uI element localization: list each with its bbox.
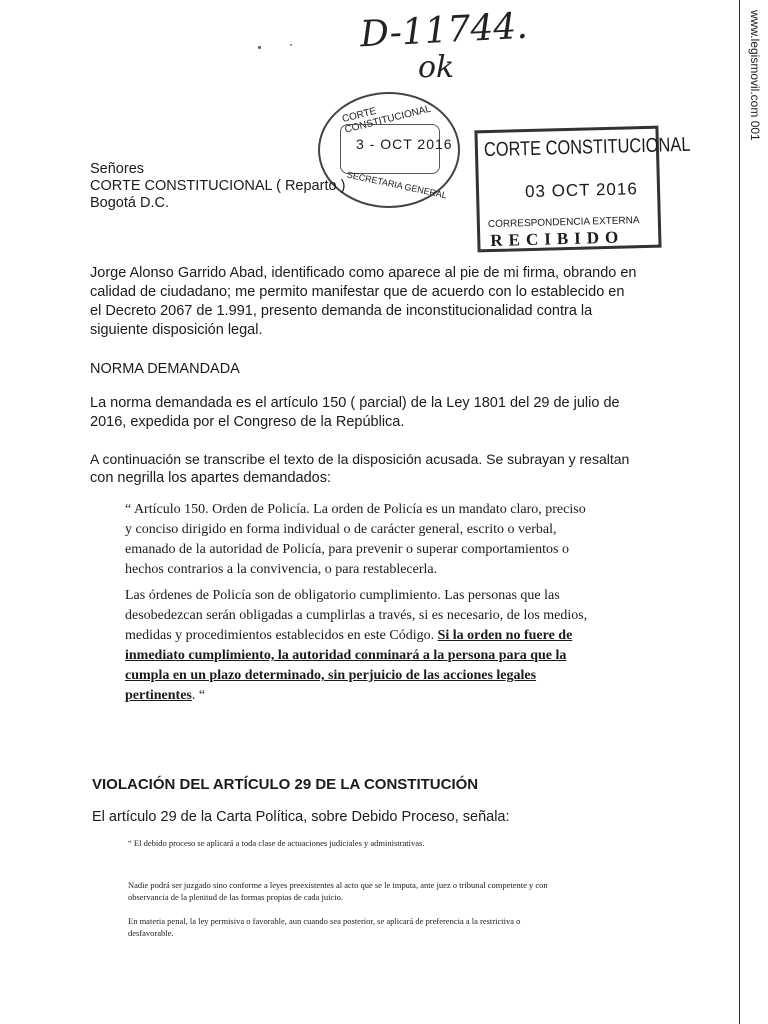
received-stamp-date: 03 OCT 2016 <box>524 179 639 202</box>
demanded-text-start: Si la orden no fuere de <box>437 628 573 643</box>
article-p1-line-4: hechos contrarios a la convivencia, o para restablecerla. <box>125 562 438 577</box>
received-stamp-subtitle: CORRESPONDENCIA EXTERNA <box>487 215 640 231</box>
quote-close: . “ <box>191 688 206 703</box>
scan-speck <box>290 44 292 46</box>
received-stamp-label: RECIBIDO <box>490 227 625 251</box>
article-p2-line-3-text: medidas y procedimientos establecidos en este Código. <box>125 628 438 643</box>
demanded-text-end: pertinentes <box>125 688 192 703</box>
address-line-3: Bogotá D.C. <box>90 195 169 211</box>
violation-heading: VIOLACIÓN DEL ARTÍCULO 29 DE LA CONSTITUCIÓN <box>92 776 479 793</box>
article-p2-line-1: Las órdenes de Policía son de obligatorio cumplimiento. Las personas que las <box>125 588 560 603</box>
address-line-2: CORTE CONSTITUCIONAL ( Reparto ) <box>90 178 346 194</box>
demanded-text-line-3: cumpla en un plazo determinado, sin perjuicio de las acciones legales <box>125 668 537 683</box>
round-stamp-date: 3 - OCT 2016 <box>356 136 453 152</box>
intro-line-1: Jorge Alonso Garrido Abad, identificado como aparece al pie de mi firma, obrando en <box>90 265 637 281</box>
round-stamp-bottom-text: SECRETARIA GENERAL <box>346 169 448 201</box>
demanded-text-line-2: inmediato cumplimiento, la autoridad conminará a la persona para que la <box>125 648 567 663</box>
norma-heading: NORMA DEMANDADA <box>90 361 240 377</box>
handwritten-code: D-11744. <box>359 5 529 56</box>
continuacion-line-1: A continuación se transcribe el texto de la disposición acusada. Se subrayan y resaltan <box>90 451 630 467</box>
article-p2-line-2: desobedezcan serán obligadas a cumplirlas a través, si es necesario, de los medios, <box>125 608 588 623</box>
round-stamp-top-text: CORTE CONSTITUCIONAL <box>341 103 433 136</box>
constitution-line-5: desfavorable. <box>128 928 174 938</box>
constitution-line-3: observancia de la plenitud de las formas propias de cada juicio. <box>128 892 344 902</box>
received-stamp-title: CORTE CONSTITUCIONAL <box>483 133 691 162</box>
intro-line-4: siguiente disposición legal. <box>90 322 263 338</box>
continuacion-line-2: con negrilla los apartes demandados: <box>90 470 332 486</box>
intro-line-3: el Decreto 2067 de 1.991, presento demanda de inconstitucionalidad contra la <box>90 303 593 319</box>
handwritten-ok: ok <box>418 50 455 85</box>
constitution-line-4: En materia penal, la ley permisiva o favorable, aun cuando sea posterior, se aplicará de preferencia a la restrictiva o <box>128 916 521 926</box>
scan-speck <box>258 46 261 49</box>
article-p1-line-3: emanado de la autoridad de Policía, para prevenir o superar comportamientos o <box>125 542 569 557</box>
norma-line-1: La norma demandada es el artículo 150 ( parcial) de la Ley 1801 del 29 de julio de <box>90 395 620 411</box>
constitution-line-2: Nadie podrá ser juzgado sino conforme a leyes preexistentes al acto que se le imputa, ante juez o tribunal competente y con <box>128 880 548 890</box>
violation-intro: El artículo 29 de la Carta Política, sobre Debido Proceso, señala: <box>92 809 510 825</box>
constitution-line-1: “ El debido proceso se aplicará a toda clase de actuaciones judiciales y administrativas. <box>128 838 425 848</box>
article-p1-line-2: y conciso dirigido en forma individual o de carácter general, escrito o verbal, <box>125 522 557 537</box>
article-p1-line-1: “ Artículo 150. Orden de Policía. La orden de Policía es un mandato claro, preciso <box>125 502 586 517</box>
article-p2-line-6 <box>125 686 205 706</box>
received-stamp <box>474 126 691 253</box>
side-url: www.legismovil.com 001 <box>748 10 762 141</box>
right-margin-rule <box>739 0 766 1024</box>
norma-line-2: 2016, expedida por el Congreso de la República. <box>90 414 405 430</box>
address-line-1: Señores <box>90 161 145 177</box>
intro-line-2: calidad de ciudadano; me permito manifestar que de acuerdo con lo establecido en <box>90 284 625 300</box>
article-p2-line-3 <box>125 626 572 646</box>
